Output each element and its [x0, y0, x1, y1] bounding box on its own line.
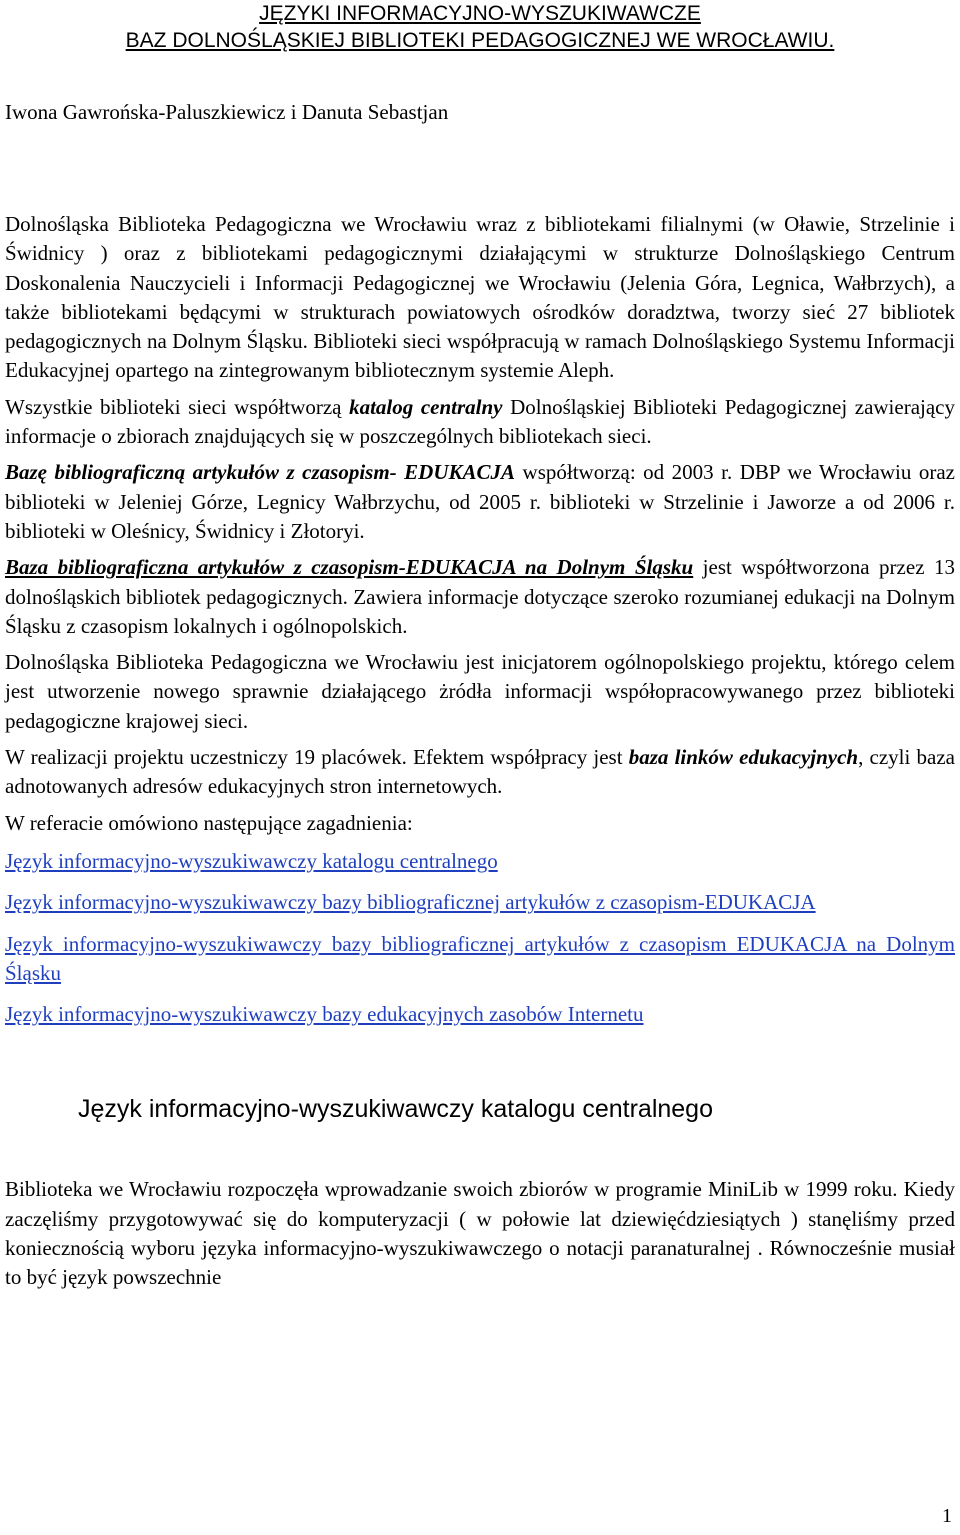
paragraph-catalog [5, 393, 955, 452]
toc-link-catalog[interactable]: Język informacyjno-wyszukiwawczy katalogu centralnego [5, 848, 498, 873]
paragraph-edukacja-base [5, 458, 955, 546]
edukacja-base-text: współtworzą: od 2003 r. DBP we Wrocławiu oraz biblioteki w Jeleniej Górze, Legnicy Wałbrzychu, od 2005 r. biblioteki w Strzelinie i Jaworze a od 2006 r. biblioteki w Oleśnicy, Świdnicy i Złotoryi. [5, 460, 955, 543]
toc-link-internet[interactable]: Język informacyjno-wyszukiwawczy bazy edukacyjnych zasobów Internetu [5, 1002, 644, 1027]
paragraph-dolny-slask-base [5, 553, 955, 641]
paragraph-minilib: Biblioteka we Wrocławiu rozpoczęła wprowadzanie swoich zbiorów w programie MiniLib w 1999 roku. Kiedy zaczęliśmy przygotowywać się do komputeryzacji ( w połowie lat dziewięćdziesiątych ) stanęliśmy przed koniecznością wyboru języka informacyjno-wyszukiwawczego o notacji paranaturalnej . Równocześnie musiał to być język powszechnie [5, 1177, 955, 1290]
title-line-2: BAZ DOLNOŚLĄSKIEJ BIBLIOTEKI PEDAGOGICZNEJ WE WROCŁAWIU. [125, 29, 835, 52]
dolny-slask-base-name: Baza bibliograficzna artykułów z czasopism-EDUKACJA na Dolnym Śląsku [5, 555, 694, 580]
authors: Iwona Gawrońska-Paluszkiewicz i Danuta Sebastjan [5, 100, 449, 124]
page-number: 1 [942, 1505, 952, 1527]
document-page [5, 0, 955, 1293]
title-line-1: JĘZYKI INFORMACYJNO-WYSZUKIWAWCZE [259, 2, 701, 25]
dolny-slask-base-text: jest współtworzona przez 13 dolnośląskich bibliotek pedagogicznych. Zawiera informacje dotyczące szeroko rozumianej edukacji na Dolnym Śląsku z czasopism lokalnych i ogólnopolskich. [5, 555, 955, 638]
section-heading: Język informacyjno-wyszukiwawczy katalogu centralnego [78, 1095, 713, 1124]
paragraph-network: Dolnośląska Biblioteka Pedagogiczna we Wrocławiu wraz z bibliotekami filialnymi (w Oławie, Strzelinie i Świdnicy ) oraz z bibliotekami pedagogicznymi działającymi w strukturze Dolnośląskiego Centrum Doskonalenia Nauczycieli i Informacji Pedagogicznej we Wrocławiu (Jelenia Góra, Legnica, Wałbrzych), a także bibliotekami będącymi w strukturach powiatowych ośrodków doradztwa, tworzy sieć 27 bibliotek pedagogicznych na Dolnym Śląsku. Biblioteki sieci współpracują w ramach Dolnośląskiego Systemu Informacji Edukacyjnej opartego na zintegrowanym bibliotecznym systemie Aleph. [5, 212, 955, 383]
document-title [5, 0, 955, 54]
edukacja-base-name: Bazę bibliograficzną artykułów z czasopism- EDUKACJA [5, 460, 516, 485]
links-base-name: baza linków edukacyjnych [628, 745, 859, 770]
paragraph-project: Dolnośląska Biblioteka Pedagogiczna we Wrocławiu jest inicjatorem ogólnopolskiego projektu, którego celem jest utworzenie nowego sprawnie działającego żródła informacji współopracowywanego przez biblioteki pedagogiczne krajowej sieci. [5, 650, 955, 733]
toc-link-edukacja[interactable]: Język informacyjno-wyszukiwawczy bazy bibliograficznej artykułów z czasopism-EDUKACJA [5, 890, 816, 915]
links-base-text-c: , czyli baza adnotowanych adresów edukacyjnych stron internetowych. [5, 745, 955, 799]
catalog-text-a: Wszystkie biblioteki sieci współtworzą [5, 394, 350, 419]
paragraph-toc-intro: W referacie omówiono następujące zagadnienia: [5, 810, 413, 835]
catalog-emphasis: katalog centralny [349, 394, 503, 419]
catalog-text-c: Dolnośląskiej Biblioteki Pedagogicznej zawierający informacje o zbiorach znajdujących się w poszczególnych bibliotekach sieci. [5, 394, 955, 449]
toc-link-dolny-slask[interactable]: Język informacyjno-wyszukiwawczy bazy bibliograficznej artykułów z czasopism EDUKACJA na Dolnym Śląsku [5, 931, 955, 985]
links-base-text-a: W realizacji projektu uczestniczy 19 placówek. Efektem współpracy jest [5, 745, 629, 770]
paragraph-links-base [5, 743, 955, 802]
